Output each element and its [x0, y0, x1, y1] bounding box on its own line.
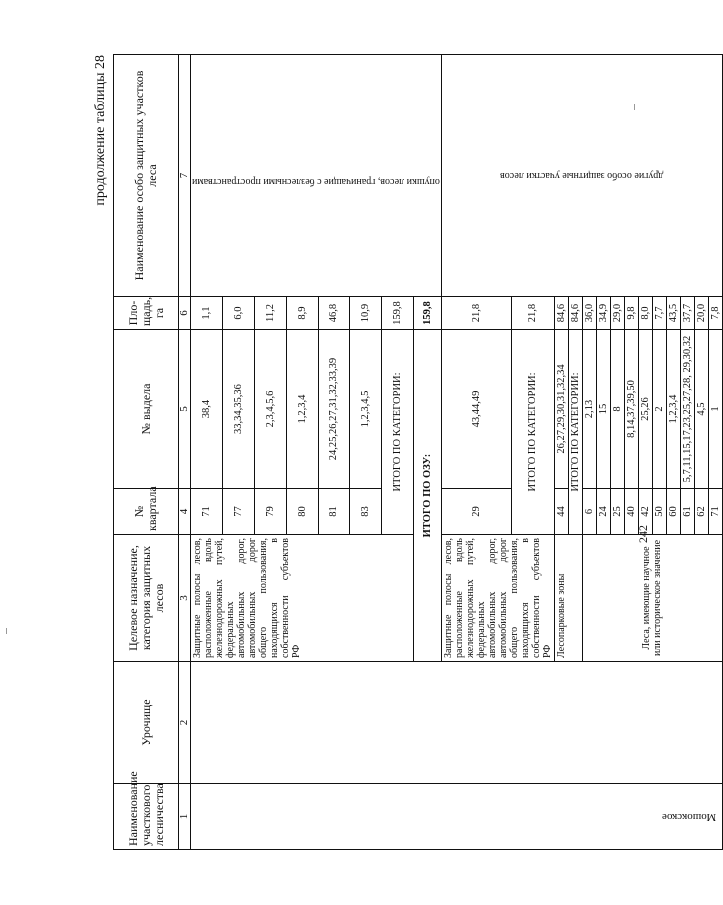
- quarter-cell: 80: [286, 489, 318, 535]
- quarter-cell: 71: [708, 489, 722, 535]
- table-caption: продолжение таблицы 28: [93, 55, 108, 206]
- category-total-label: ИТОГО ПО КАТЕГОРИИ:: [568, 330, 582, 535]
- quarter-cell: 61: [680, 489, 694, 535]
- ozu-total-area: 159,8: [414, 297, 442, 330]
- area-cell: 21,8: [441, 297, 511, 330]
- header-area: Пло-щадь, га: [114, 297, 179, 330]
- allotment-cell: 4,5: [694, 330, 708, 489]
- area-cell: 6,0: [222, 297, 254, 330]
- allotment-cell: 38,4: [191, 330, 223, 489]
- allotment-cell: 1,2,3,4: [666, 330, 680, 489]
- header-ozu-name: Наименование особо защитных участков леса: [114, 55, 179, 297]
- purpose-cell: Защитные полосы лесов, расположенные вдоль железнодорожных путей, федеральных автомобильных дорог, автомобильных дорог общего пользования, находящихся в собственности субъектов РФ: [191, 535, 414, 662]
- area-cell: 7,8: [708, 297, 722, 330]
- quarter-cell: 50: [652, 489, 666, 535]
- purpose-cell: Лесопарковые зоны: [554, 535, 582, 662]
- quarter-cell: 77: [222, 489, 254, 535]
- allotment-cell: 8: [610, 330, 624, 489]
- header-purpose: Целевое назначение, категория защитных лесов: [114, 535, 179, 662]
- quarter-cell: 44: [554, 489, 568, 535]
- col-number: 1: [179, 784, 191, 850]
- ozu-name-cell: [191, 55, 442, 297]
- allotment-cell: 2,3,4,5,6: [254, 330, 286, 489]
- quarter-cell: 83: [350, 489, 382, 535]
- quarter-cell: 71: [191, 489, 223, 535]
- header-tract: Урочище: [114, 662, 179, 784]
- quarter-cell: 6: [582, 489, 596, 535]
- quarter-cell: 25: [610, 489, 624, 535]
- quarter-cell: 40: [624, 489, 638, 535]
- allotment-cell: 26,27,29,30,31,32,34: [554, 330, 568, 489]
- header-forestry: Наименование участкового лесничества: [114, 784, 179, 850]
- tract-cell: [191, 662, 723, 784]
- col-number: 2: [179, 662, 191, 784]
- area-cell: 43,5: [666, 297, 680, 330]
- quarter-cell: 42: [638, 489, 652, 535]
- forestry-name: Мошокское: [661, 811, 716, 823]
- allotment-cell: 2,13: [582, 330, 596, 489]
- header-allotment: № выдела: [114, 330, 179, 489]
- allotment-cell: 1: [708, 330, 722, 489]
- page-number: 242: [636, 525, 650, 543]
- quarter-cell: 60: [666, 489, 680, 535]
- allotment-cell: 43,44,49: [441, 330, 511, 489]
- area-cell: 36,0: [582, 297, 596, 330]
- table-row: [191, 55, 223, 850]
- quarter-cell: 62: [694, 489, 708, 535]
- purpose-cell: Защитные полосы лесов, расположенные вдоль железнодорожных путей, федеральных автомобильных дорог, автомобильных дорог общего пользования, находящихся в собственности субъектов РФ: [441, 535, 554, 662]
- category-total-label: ИТОГО ПО КАТЕГОРИИ:: [511, 330, 554, 535]
- header-row: [114, 55, 179, 850]
- scan-mark: [6, 628, 7, 634]
- area-cell: 84,6: [554, 297, 568, 330]
- area-cell: 8,9: [286, 297, 318, 330]
- area-cell: 11,2: [254, 297, 286, 330]
- purpose-cell: Леса, имеющие научное или историческое значение: [582, 535, 722, 662]
- allotment-cell: 5,7,11,15,17,23,25,27,28, 29,30,32: [680, 330, 694, 489]
- protected-forest-table: [113, 54, 723, 850]
- allotment-cell: 33,34,35,36: [222, 330, 254, 489]
- area-cell: 1,1: [191, 297, 223, 330]
- allotment-cell: 2: [652, 330, 666, 489]
- area-cell: 20,0: [694, 297, 708, 330]
- category-total-label: ИТОГО ПО КАТЕГОРИИ:: [382, 330, 414, 535]
- quarter-cell: 81: [318, 489, 350, 535]
- area-cell: 46,8: [318, 297, 350, 330]
- column-number-row: [179, 55, 191, 850]
- area-cell: 7,7: [652, 297, 666, 330]
- area-cell: 37,7: [680, 297, 694, 330]
- category-total-area: 21,8: [511, 297, 554, 330]
- category-total-area: 159,8: [382, 297, 414, 330]
- ozu-name-text: опушки лесов, граничащие с безлесными пространствами: [192, 176, 440, 188]
- rotated-table-block: [93, 55, 721, 850]
- area-cell: 9,8: [624, 297, 638, 330]
- allotment-cell: 24,25,26,27,31,32,33,39: [318, 330, 350, 489]
- quarter-cell: 29: [441, 489, 511, 535]
- allotment-cell: 1,2,3,4: [286, 330, 318, 489]
- col-number: 5: [179, 330, 191, 489]
- col-number: 6: [179, 297, 191, 330]
- area-cell: 34,9: [596, 297, 610, 330]
- forestry-name-cell: [191, 784, 723, 850]
- area-cell: 8,0: [638, 297, 652, 330]
- header-quarter: № квартала: [114, 489, 179, 535]
- allotment-cell: 8,14,37,39,50: [624, 330, 638, 489]
- col-number: 7: [179, 55, 191, 297]
- ozu-name-cell: [441, 55, 722, 297]
- allotment-cell: 1,2,3,4,5: [350, 330, 382, 489]
- col-number: 4: [179, 489, 191, 535]
- col-number: 3: [179, 535, 191, 662]
- area-cell: 29,0: [610, 297, 624, 330]
- scan-mark: [634, 104, 635, 110]
- allotment-cell: 15: [596, 330, 610, 489]
- ozu-total-label: ИТОГО ПО ОЗУ:: [414, 330, 442, 662]
- area-cell: 10,9: [350, 297, 382, 330]
- quarter-cell: 24: [596, 489, 610, 535]
- category-total-area: 84,6: [568, 297, 582, 330]
- ozu-name-text: другие особо защитные участки лесов: [500, 170, 664, 181]
- allotment-cell: 25,26: [638, 330, 652, 489]
- quarter-cell: 79: [254, 489, 286, 535]
